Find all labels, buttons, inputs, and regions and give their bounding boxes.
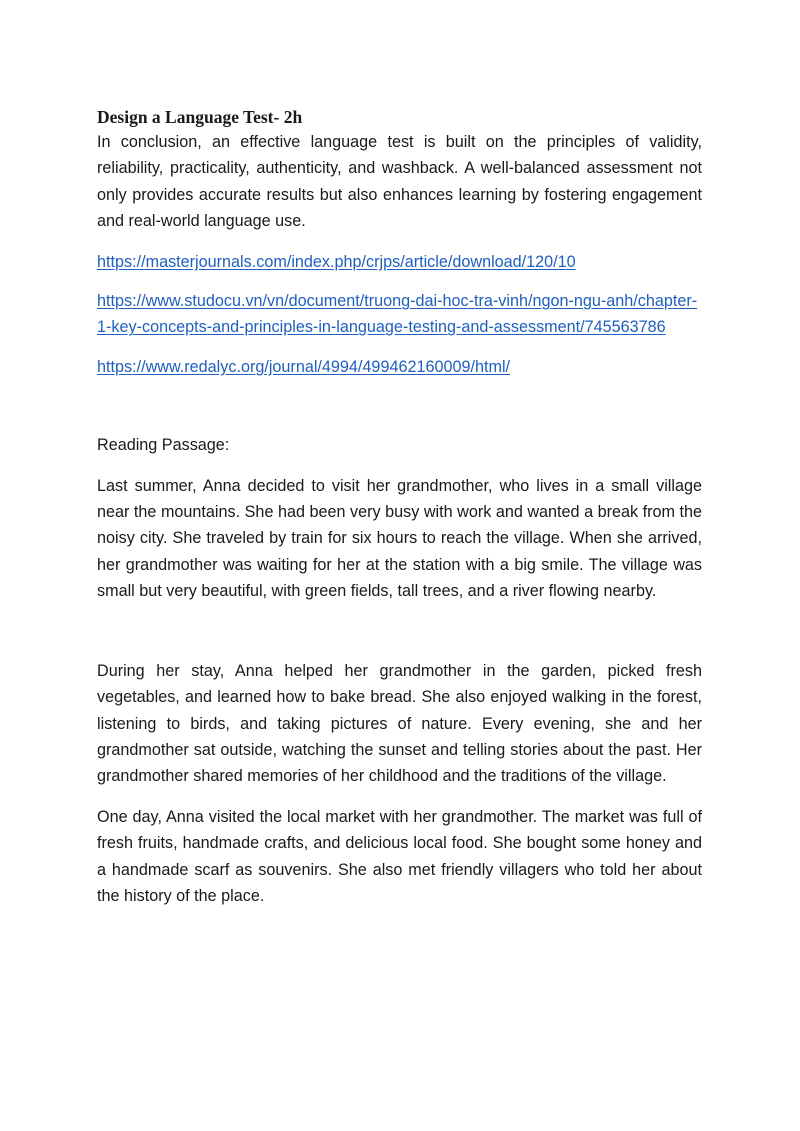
- reference-link-3[interactable]: https://www.redalyc.org/journal/4994/499462160009/html/: [97, 357, 511, 376]
- document-title: Design a Language Test- 2h: [97, 107, 303, 127]
- passage-paragraph-1: Last summer, Anna decided to visit her grandmother, who lives in a small village near the mountains. She had been very busy with work and wanted a break from the noisy city. She traveled by train for six hours to reach the village. When she arrived, her grandmother was waiting for her at the station with a big smile. The village was small but very beautiful, with green fields, tall trees, and a river flowing nearby.: [97, 476, 702, 601]
- passage-paragraph-2: During her stay, Anna helped her grandmother in the garden, picked fresh vegetables, and learned how to bake bread. She also enjoyed walking in the forest, listening to birds, and taking pictures of nature. Every evening, she and her grandmother sat outside, watching the sunset and telling stories about the past. Her grandmother shared memories of her childhood and the traditions of the village.: [97, 661, 702, 786]
- reference-link-2[interactable]: https://www.studocu.vn/vn/document/truong-dai-hoc-tra-vinh/ngon-ngu-anh/chapter-1-key-concepts-and-principles-in-language-testing-and-assessment/745563786: [97, 292, 698, 337]
- document-body: [97, 104, 702, 923]
- conclusion-paragraph: In conclusion, an effective language test is built on the principles of validity, reliability, practicality, authenticity, and washback. A well-balanced assessment not only provides accurate results but also enhances learning by fostering engagement and real-world language use.: [97, 133, 702, 231]
- passage-paragraph-3: One day, Anna visited the local market with her grandmother. The market was full of fresh fruits, handmade crafts, and delicious local food. She bought some honey and a handmade scarf as souvenirs. She also met friendly villagers who told her about the history of the place.: [97, 807, 702, 905]
- reference-link-1[interactable]: https://masterjournals.com/index.php/crjps/article/download/120/10: [97, 252, 576, 271]
- reading-passage-label: Reading Passage:: [97, 436, 230, 455]
